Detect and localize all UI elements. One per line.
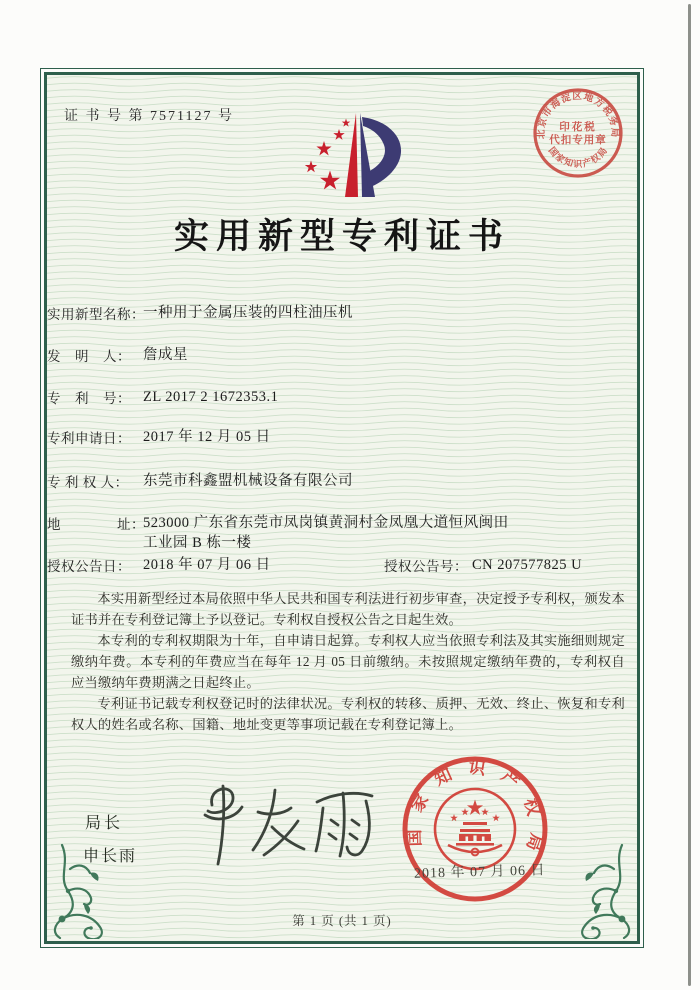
legal-paragraph-3: 专利证书记载专利权登记时的法律状况。专利权的转移、质押、无效、终止、恢复和专利权人的姓名或名称、国籍、地址变更等事项记载在专利登记簿上。: [71, 696, 625, 732]
national-emblem-icon: [435, 789, 515, 869]
field-value: 一种用于金属压装的四柱油压机: [143, 305, 353, 321]
legal-text: [71, 588, 625, 735]
field-label: 授权公告日：: [47, 559, 131, 574]
seal-arc-text: 国家知识产权局: [404, 757, 547, 868]
field-inventor: [47, 345, 188, 365]
field-value: ZL 2017 2 1672353.1: [143, 389, 279, 405]
director-signature: [182, 770, 392, 875]
certificate-number: 证 书 号 第 7571127 号: [64, 109, 234, 124]
legal-paragraph-1: 本实用新型经过本局依照中华人民共和国专利法进行初步审查，决定授予专利权，颁发本证书并在专利登记簿上予以登记。专利权自授权公告之日起生效。: [71, 591, 625, 627]
tax-seal-bottom-arc-text: 国家知识产权局: [546, 144, 610, 169]
seal-date: 2018 年 07 月 06 日: [413, 863, 546, 882]
field-value: 2017 年 12 月 05 日: [143, 429, 271, 445]
certificate-frame: [44, 72, 640, 944]
svg-text:国家知识产权局: [547, 145, 610, 169]
legal-paragraph-2: 本专利的专利权期限为十年，自申请日起算。专利权人应当依照专利法及其实施细则规定缴纳年费。本专利的年费应当在每年 12 月 05 日前缴纳。未按照规定缴纳年费的，专利权自应当缴纳年费期满之日起终止。: [71, 633, 625, 690]
field-patentee: [47, 471, 353, 491]
field-value: [143, 513, 509, 553]
field-grant-date: [47, 555, 271, 575]
field-label: 授权公告号：: [384, 559, 468, 574]
address-line2: 工业园 B 栋一楼: [143, 535, 252, 551]
tax-seal-top-arc-text: 北京市海淀区地方税务局: [536, 92, 620, 140]
field-utility-model-name: [47, 303, 353, 323]
page-footer: 第 1 页 (共 1 页): [292, 914, 392, 928]
certificate-body: [47, 75, 637, 941]
field-label: 专 利 号：: [47, 391, 131, 406]
field-label: 专利申请日：: [47, 431, 131, 446]
scan-paper-edge: [688, 4, 691, 986]
address-line1: 523000 广东省东莞市凤岗镇黄洞村金凤凰大道恒风闽田: [143, 515, 509, 531]
tax-stamp-seal: [532, 87, 624, 179]
tax-seal-center-line1: 印花税: [559, 122, 597, 133]
field-value: 东莞市科鑫盟机械设备有限公司: [143, 473, 353, 489]
signer-title: 局长: [85, 815, 124, 832]
field-grant-number: [384, 555, 582, 575]
field-value: 2018 年 07 月 06 日: [143, 557, 271, 573]
field-label: 实用新型名称：: [47, 307, 145, 322]
signer-name: 申长雨: [83, 848, 138, 865]
patent-office-logo-icon: [289, 105, 429, 213]
tax-seal-center-line2: 代扣专用章: [549, 135, 607, 146]
field-value: 詹成星: [143, 347, 188, 363]
field-label: 发 明 人：: [47, 349, 131, 364]
field-label: 地 址：: [47, 517, 145, 532]
field-value: CN 207577825 U: [472, 557, 583, 573]
field-label: 专 利 权 人：: [47, 475, 129, 490]
field-address: [47, 513, 509, 553]
field-patent-number: [47, 387, 278, 407]
field-filing-date: [47, 427, 271, 447]
certificate-title: 实用新型专利证书: [173, 217, 510, 256]
